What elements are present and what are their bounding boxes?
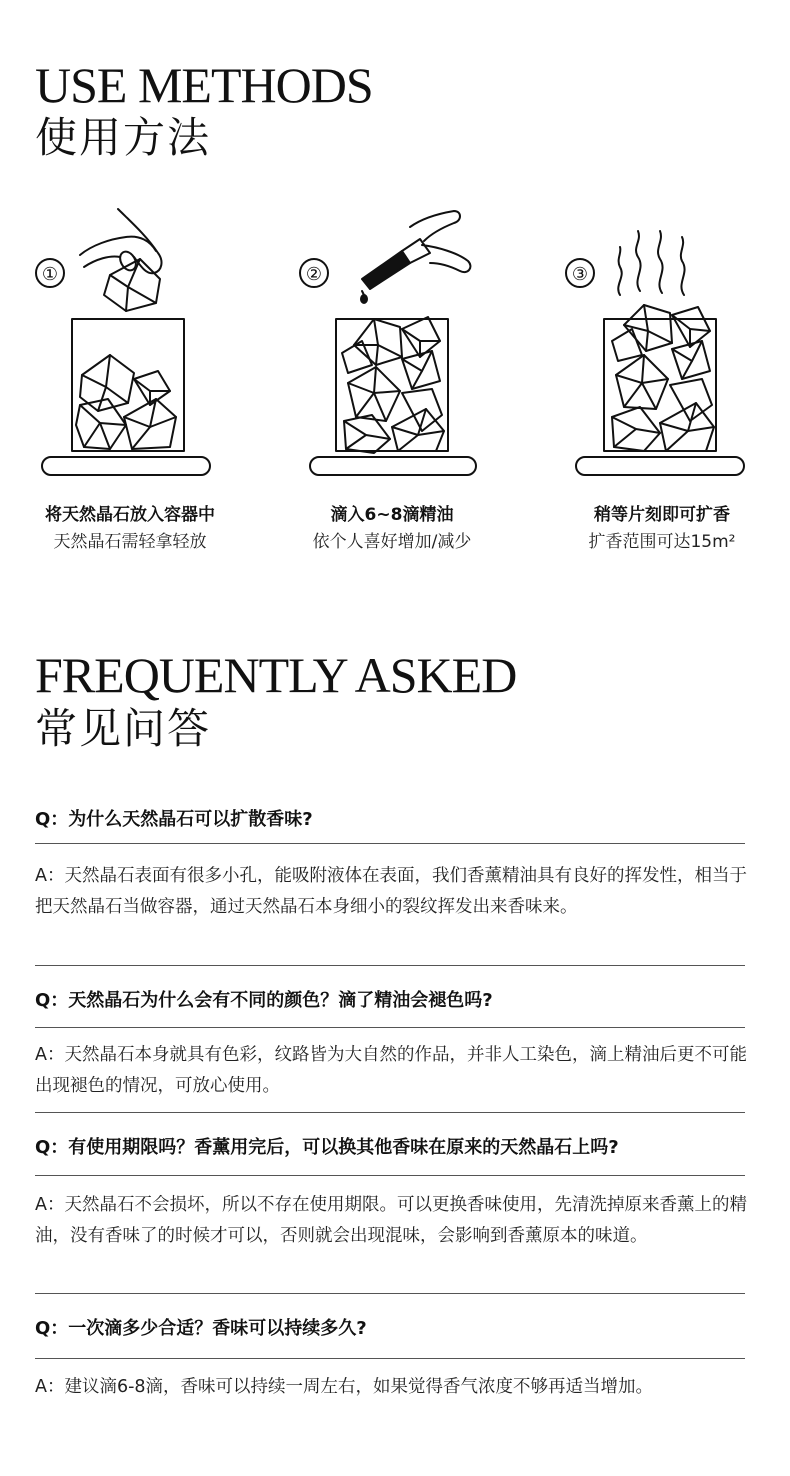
faq-question: Q：有使用期限吗？香薰用完后，可以换其他香味在原来的天然晶石上吗?	[35, 1137, 619, 1158]
faq-title-en: FREQUENTLY ASKED	[35, 647, 517, 703]
step-number: ②	[305, 264, 323, 285]
fragrance-steam-icon	[532, 195, 790, 495]
divider	[35, 1112, 745, 1113]
faq-answer: A：天然晶石本身就具有色彩，纹路皆为大自然的作品，并非人工染色，滴上精油后更不可能出现褪色的情况，可放心使用。	[35, 1045, 747, 1096]
dropper-icon	[262, 195, 522, 495]
faq-question: Q：为什么天然晶石可以扩散香味?	[35, 809, 313, 830]
step-1	[0, 195, 260, 555]
step-3	[532, 195, 790, 555]
methods-title-zh: 使用方法	[35, 113, 212, 162]
methods-title-en: USE METHODS	[35, 57, 373, 113]
faq-question: Q：天然晶石为什么会有不同的颜色？滴了精油会褪色吗?	[35, 990, 493, 1011]
step-2	[262, 195, 522, 555]
divider	[35, 1293, 745, 1294]
divider	[35, 1175, 745, 1176]
step-number: ①	[41, 264, 59, 285]
step-3-title: 稍等片刻即可扩香	[594, 505, 730, 525]
step-2-subtitle: 依个人喜好增加/减少	[312, 532, 472, 552]
divider	[35, 843, 745, 844]
divider	[35, 1027, 745, 1028]
crystal-in-hand-icon	[0, 195, 260, 495]
step-1-title: 将天然晶石放入容器中	[45, 505, 215, 525]
faq-question: Q：一次滴多少合适？香味可以持续多久?	[35, 1318, 367, 1339]
faq-answer: A：建议滴6-8滴，香味可以持续一周左右，如果觉得香气浓度不够再适当增加。	[35, 1377, 654, 1397]
faq-answer: A：天然晶石不会损坏，所以不存在使用期限。可以更换香味使用，先清洗掉原来香薰上的精油，没有香味了的时候才可以，否则就会出现混味，会影响到香薰原本的味道。	[35, 1195, 747, 1246]
divider	[35, 965, 745, 966]
faq-answer: A：天然晶石表面有很多小孔，能吸附液体在表面，我们香薰精油具有良好的挥发性，相当于把天然晶石当做容器，通过天然晶石本身细小的裂纹挥发出来香味来。	[35, 866, 747, 917]
faq-title-zh: 常见问答	[35, 704, 212, 753]
step-2-title: 滴入6~8滴精油	[330, 505, 454, 525]
step-3-subtitle: 扩香范围可达15m²	[588, 532, 736, 552]
divider	[35, 1358, 745, 1359]
step-1-subtitle: 天然晶石需轻拿轻放	[53, 532, 207, 552]
step-number: ③	[571, 264, 589, 285]
